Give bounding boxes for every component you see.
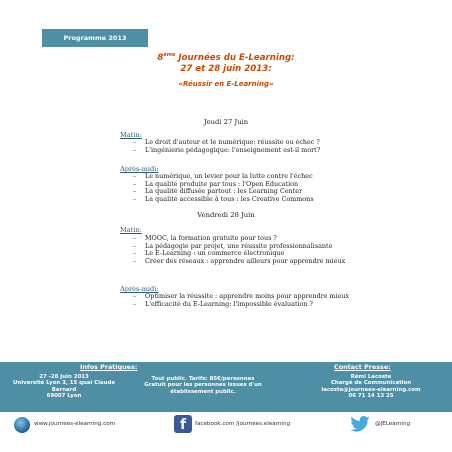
day1-morning-list [133, 139, 365, 154]
links-bar [0, 412, 452, 452]
info-line: 27 -28 Juin 2013 [39, 374, 89, 380]
day1-afternoon-list [133, 173, 365, 203]
contact-heading: Contact Presse: [334, 363, 391, 371]
facebook-link[interactable]: facebook.com /journees.elearning [195, 421, 291, 427]
contact-block [296, 374, 446, 400]
list-item: – Le E-Learning : un commerce électronique [133, 250, 365, 258]
day2-afternoon-label: Après-midi: [120, 285, 159, 293]
day2-morning-label: Matin: [120, 226, 142, 234]
info-block [4, 374, 124, 400]
day1-morning-label: Matin: [120, 131, 142, 139]
list-item: – Créer des réseaux : apprendre ailleurs pour apprendre mieux [133, 258, 365, 266]
public-line: établissement public. [170, 388, 236, 395]
footer-band [0, 362, 452, 412]
list-item: – Le droit d'auteur et le numérique: réussite ou échec ? [133, 139, 365, 147]
list-item: – La pédagogie par projet, une réussite professionnalisante [133, 243, 365, 251]
title-text: Journées du E-Learning: [175, 52, 295, 63]
info-line: 69007 Lyon [46, 393, 82, 400]
program-tag: Programme 2013 [42, 29, 148, 47]
list-item: – Optimiser la réussite : apprendre moins pour apprendre mieux [133, 293, 365, 301]
twitter-bird-icon[interactable] [349, 416, 371, 432]
contact-line: Rémi Lacoste [350, 374, 392, 380]
list-item: – MOOC, la formation gratuite pour tous ? [133, 235, 365, 243]
list-item: – La qualité diffusée partout : les Learning Center [133, 188, 365, 196]
list-item: – L'ingénierie pédagogique: l'enseignement est-il mort? [133, 147, 365, 155]
day1-afternoon-label: Après-midi: [120, 165, 159, 173]
event-subtitle: «Réussir en E-Learning» [178, 80, 274, 88]
public-line: Gratuit pour les personnes issues d'un [144, 382, 262, 389]
day2-morning-list [133, 235, 365, 265]
event-dates: 27 et 28 juin 2013: [180, 64, 272, 74]
contact-phone: 06 71 14 13 25 [348, 393, 394, 400]
info-line: Bernard [51, 386, 77, 393]
contact-line: Chargé de Communication [330, 380, 412, 387]
public-line: Tout public. Tarifs: 85€/personnes [151, 376, 255, 382]
facebook-icon[interactable]: f [174, 415, 192, 433]
list-item: – Le numérique, un levier pour la lutte contre l'échec [133, 173, 365, 181]
day2-heading: Vendredi 28 Juin [197, 211, 255, 219]
public-block [128, 376, 278, 395]
list-item: – La qualité produite par tous : l'Open Education [133, 181, 365, 189]
title-superscript: ème [163, 52, 176, 58]
list-item: – L'efficacité du E-Learning: l'impossible évaluation ? [133, 301, 365, 309]
info-line: Université Lyon 3, 15 quai Claude [13, 380, 115, 387]
list-item: – La qualité accessible à tous : les Creative Commons [133, 196, 365, 204]
page-title [0, 52, 452, 63]
info-heading: Infos Pratiques: [80, 363, 138, 371]
day2-afternoon-list [133, 293, 365, 308]
website-link[interactable]: www.journees-elearning.com [34, 421, 116, 427]
day1-heading: Jeudi 27 Juin [203, 118, 249, 126]
globe-icon [14, 417, 30, 433]
twitter-link[interactable]: @JELearning [375, 421, 411, 427]
contact-email[interactable]: lacoste@journees-elearning.com [321, 386, 421, 393]
title-number: 8 [157, 52, 164, 63]
